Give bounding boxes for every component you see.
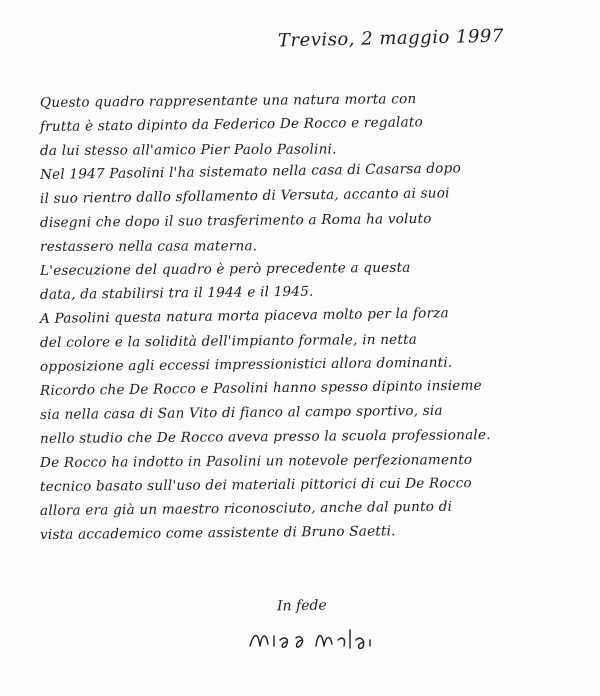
- letter-line: A Pasolini questa natura morta piaceva molto per la forza: [39, 305, 449, 327]
- letter-line: Questo quadro rappresentante una natura morta con: [39, 91, 417, 111]
- letter-dateline: Treviso, 2 maggio 1997: [277, 25, 505, 52]
- letter-line: L'esecuzione del quadro è però precedente a questa: [39, 259, 411, 279]
- letter-line: il suo rientro dallo sfollamento di Versuta, accanto ai suoi: [39, 185, 450, 207]
- letter-line: disegni che dopo il suo trasferimento a Roma ha voluto: [39, 210, 432, 231]
- letter-line: data, da stabilirsi tra il 1944 e il 1945.: [39, 283, 314, 303]
- letter-line: tecnico basato sull'uso dei materiali pittorici di cui De Rocco: [39, 475, 472, 495]
- letter-line: sia nella casa di San Vito di fianco al campo sportivo, sia: [39, 402, 443, 423]
- letter-line: Nel 1947 Pasolini l'ha sistemato nella casa di Casarsa dopo: [39, 160, 462, 183]
- letter-line: allora era già un maestro riconosciuto, anche dal punto di: [39, 498, 453, 519]
- signature: [246, 622, 386, 660]
- letter-line: De Rocco ha indotto in Pasolini un notevole perfezionamento: [39, 451, 473, 471]
- letter-line: nello studio che De Rocco aveva presso la scuola professionale.: [39, 427, 491, 447]
- signature-scribble-icon: [246, 622, 386, 660]
- letter-line: Ricordo che De Rocco e Pasolini hanno spesso dipinto insieme: [39, 377, 482, 399]
- letter-line: del colore e la solidità dell'impianto formale, in netta: [39, 331, 418, 351]
- letter-line: vista accademico come assistente di Bruno Saetti.: [39, 523, 396, 543]
- letter-line: opposizione agli eccessi impressionistici allora dominanti.: [39, 354, 453, 375]
- letter-line: frutta è stato dipinto da Federico De Rocco e regalato: [39, 114, 424, 135]
- closing-formula: In fede: [276, 597, 327, 615]
- letter-line: da lui stesso all'amico Pier Paolo Pasolini.: [39, 141, 337, 159]
- letter-line: restassero nella casa materna.: [39, 238, 258, 255]
